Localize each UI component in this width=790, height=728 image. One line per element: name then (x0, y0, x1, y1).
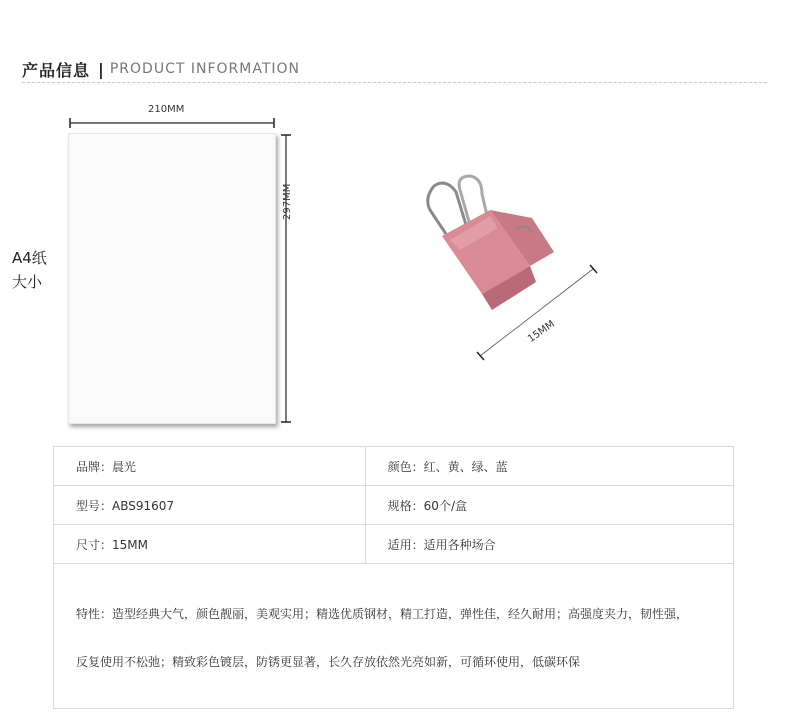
spec-table (53, 446, 734, 709)
clip-size-label: 15MM (526, 318, 557, 346)
header-separator: | (98, 59, 104, 79)
table-row (54, 447, 734, 486)
table-row (54, 564, 734, 709)
spec-color: 颜色：红、黄、绿、蓝 (365, 447, 733, 486)
spec-features (54, 564, 734, 709)
table-row (54, 486, 734, 525)
a4-size-label-line1: A4纸 (12, 249, 47, 267)
spec-package: 规格：60个/盒 (365, 486, 733, 525)
spec-model: 型号：ABS91607 (54, 486, 366, 525)
paper-height-label: 297MM (282, 183, 293, 220)
binder-clip-image (420, 170, 560, 320)
table-row (54, 525, 734, 564)
paper-width-label: 210MM (148, 104, 185, 115)
spec-features-line1: 特性：造型经典大气，颜色靓丽，美观实用；精选优质钢材，精工打造，弹性佳，经久耐用；高强度夹力，韧性强， (76, 607, 689, 621)
header-title-en: PRODUCT INFORMATION (109, 61, 300, 77)
spec-size: 尺寸：15MM (54, 525, 366, 564)
spec-brand: 品牌：晨光 (54, 447, 366, 486)
spec-features-line2: 反复使用不松弛；精致彩色镀层，防锈更显著，长久存放依然光亮如新，可循环使用，低碳环保 (76, 655, 581, 669)
header-title-zh: 产品信息 (22, 60, 91, 80)
spec-usage: 适用：适用各种场合 (365, 525, 733, 564)
a4-size-label-line2: 大小 (12, 273, 43, 291)
